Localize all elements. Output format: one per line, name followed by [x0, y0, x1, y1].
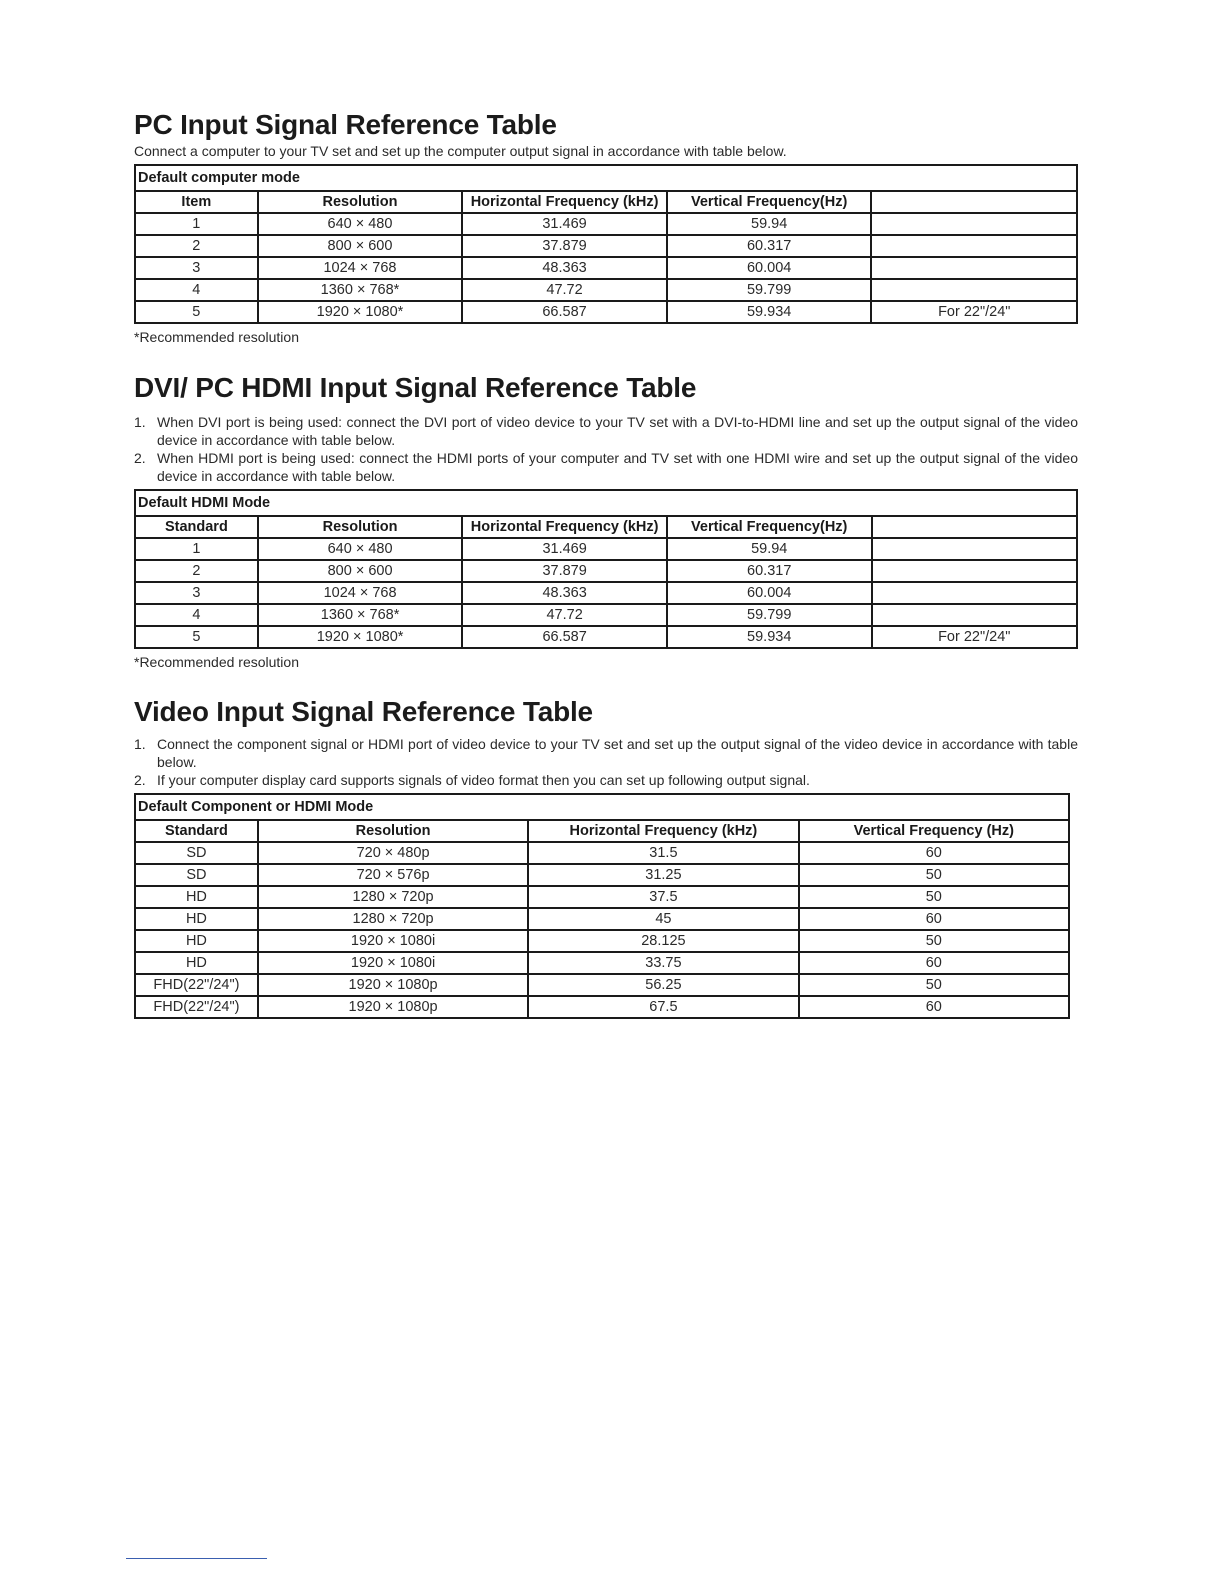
- list-item: [134, 735, 1078, 771]
- table-row: [135, 604, 1077, 626]
- table-cell: 37.879: [462, 235, 667, 257]
- list-number: 2.: [134, 772, 146, 788]
- table-cell: 59.934: [667, 626, 872, 648]
- table-cell: [871, 279, 1077, 301]
- column-header: Vertical Frequency (Hz): [799, 820, 1069, 842]
- dvi-section: [134, 371, 1078, 670]
- table-cell: 1360 × 768*: [258, 604, 463, 626]
- table-cell: 50: [799, 886, 1069, 908]
- table-row: [135, 886, 1069, 908]
- column-header: [871, 191, 1077, 213]
- table-cell: HD: [135, 952, 258, 974]
- video-section: [134, 695, 1078, 1019]
- table-caption-row: [135, 165, 1077, 191]
- table-cell: 1920 × 1080i: [258, 930, 528, 952]
- list-number: 1.: [134, 414, 146, 430]
- table-cell: 1: [135, 213, 258, 235]
- table-row: [135, 560, 1077, 582]
- table-cell: SD: [135, 842, 258, 864]
- table-cell: HD: [135, 886, 258, 908]
- table-cell: [872, 582, 1077, 604]
- column-header: Horizontal Frequency (kHz): [462, 191, 667, 213]
- table-cell: 800 × 600: [258, 560, 463, 582]
- table-cell: 60.317: [667, 560, 872, 582]
- column-header: Item: [135, 191, 258, 213]
- pc-title: PC Input Signal Reference Table: [134, 109, 557, 140]
- table-cell: 50: [799, 974, 1069, 996]
- column-header: Standard: [135, 516, 258, 538]
- table-cell: 1360 × 768*: [258, 279, 463, 301]
- table-row: [135, 301, 1077, 323]
- table-caption-row: [135, 794, 1069, 820]
- list-item: [134, 413, 1078, 449]
- table-cell: 4: [135, 604, 258, 626]
- table-cell: 48.363: [462, 257, 667, 279]
- table-cell: 60.317: [667, 235, 872, 257]
- table-cell: 1920 × 1080p: [258, 974, 528, 996]
- table-cell: FHD(22"/24"): [135, 974, 258, 996]
- table-cell: SD: [135, 864, 258, 886]
- table-cell: 1920 × 1080p: [258, 996, 528, 1018]
- table-cell: HD: [135, 908, 258, 930]
- table-cell: For 22"/24": [872, 626, 1077, 648]
- table-row: [135, 538, 1077, 560]
- table-row: [135, 996, 1069, 1018]
- column-header: Horizontal Frequency (kHz): [528, 820, 798, 842]
- pc-section: [134, 108, 1078, 345]
- table-cell: 56.25: [528, 974, 798, 996]
- table-row: [135, 930, 1069, 952]
- list-text: When DVI port is being used: connect the DVI port of video device to your TV set with a DVI-to-HDMI line and set up the output signal of the video device in accordance with table below.: [157, 414, 1078, 448]
- table-cell: 60: [799, 842, 1069, 864]
- document-page: [134, 108, 1078, 1015]
- table-cell: 37.5: [528, 886, 798, 908]
- table-cell: 4: [135, 279, 258, 301]
- column-header: Resolution: [258, 516, 463, 538]
- table-row: [135, 235, 1077, 257]
- footnote-separator: [126, 1558, 267, 1559]
- table-cell: [871, 257, 1077, 279]
- table-cell: 66.587: [462, 301, 667, 323]
- table-cell: 59.94: [667, 213, 872, 235]
- list-number: 2.: [134, 450, 146, 466]
- table-cell: 3: [135, 582, 258, 604]
- list-item: [134, 449, 1078, 485]
- table-cell: 640 × 480: [258, 213, 463, 235]
- table-cell: HD: [135, 930, 258, 952]
- table-cell: 33.75: [528, 952, 798, 974]
- dvi-note: *Recommended resolution: [134, 654, 299, 670]
- dvi-title: DVI/ PC HDMI Input Signal Reference Table: [134, 372, 697, 403]
- table-row: [135, 279, 1077, 301]
- video-table-caption: Default Component or HDMI Mode: [135, 794, 1069, 820]
- table-header-row: [135, 516, 1077, 538]
- list-text: When HDMI port is being used: connect the HDMI ports of your computer and TV set with one HDMI wire and set up the output signal of the video device in accordance with table below.: [157, 450, 1078, 484]
- table-cell: 800 × 600: [258, 235, 463, 257]
- table-cell: [872, 604, 1077, 626]
- list-item: [134, 771, 1078, 789]
- table-cell: 3: [135, 257, 258, 279]
- table-cell: 31.469: [462, 213, 667, 235]
- table-cell: [872, 560, 1077, 582]
- table-cell: 1920 × 1080*: [258, 301, 463, 323]
- table-cell: 1920 × 1080i: [258, 952, 528, 974]
- table-cell: 59.799: [667, 604, 872, 626]
- table-cell: 2: [135, 560, 258, 582]
- list-text: Connect the component signal or HDMI port of video device to your TV set and set up the output signal of the video device in accordance with table below.: [157, 736, 1078, 770]
- pc-table-caption: Default computer mode: [135, 165, 1077, 191]
- table-cell: 50: [799, 864, 1069, 886]
- table-cell: [871, 235, 1077, 257]
- table-cell: 28.125: [528, 930, 798, 952]
- table-cell: FHD(22"/24"): [135, 996, 258, 1018]
- video-title: Video Input Signal Reference Table: [134, 696, 593, 727]
- table-caption-row: [135, 490, 1077, 516]
- table-cell: 47.72: [462, 604, 667, 626]
- table-cell: 720 × 576p: [258, 864, 528, 886]
- dvi-instructions: [134, 413, 1078, 485]
- table-cell: 5: [135, 626, 258, 648]
- table-cell: 60.004: [667, 257, 872, 279]
- table-cell: 31.25: [528, 864, 798, 886]
- table-row: [135, 213, 1077, 235]
- column-header: Horizontal Frequency (kHz): [462, 516, 667, 538]
- table-cell: 50: [799, 930, 1069, 952]
- table-row: [135, 257, 1077, 279]
- column-header: [872, 516, 1077, 538]
- table-cell: 31.469: [462, 538, 667, 560]
- column-header: Standard: [135, 820, 258, 842]
- video-instructions: [134, 735, 1078, 789]
- table-cell: 59.799: [667, 279, 872, 301]
- table-row: [135, 952, 1069, 974]
- table-cell: 67.5: [528, 996, 798, 1018]
- table-header-row: [135, 820, 1069, 842]
- table-cell: 60: [799, 908, 1069, 930]
- table-cell: 60: [799, 952, 1069, 974]
- table-cell: 60: [799, 996, 1069, 1018]
- table-cell: 2: [135, 235, 258, 257]
- pc-table: [134, 164, 1078, 324]
- table-header-row: [135, 191, 1077, 213]
- table-cell: 1920 × 1080*: [258, 626, 463, 648]
- pc-intro: Connect a computer to your TV set and set up the computer output signal in accordance with table below.: [134, 143, 787, 159]
- table-cell: 1: [135, 538, 258, 560]
- list-text: If your computer display card supports signals of video format then you can set up following output signal.: [157, 772, 810, 788]
- dvi-table-caption: Default HDMI Mode: [135, 490, 1077, 516]
- column-header: Resolution: [258, 820, 528, 842]
- table-row: [135, 974, 1069, 996]
- pc-note: *Recommended resolution: [134, 329, 299, 345]
- table-cell: 66.587: [462, 626, 667, 648]
- table-cell: 1280 × 720p: [258, 886, 528, 908]
- table-row: [135, 582, 1077, 604]
- table-cell: 1024 × 768: [258, 257, 463, 279]
- table-row: [135, 908, 1069, 930]
- table-row: [135, 842, 1069, 864]
- table-cell: 31.5: [528, 842, 798, 864]
- column-header: Vertical Frequency(Hz): [667, 191, 872, 213]
- table-cell: 59.934: [667, 301, 872, 323]
- table-cell: 47.72: [462, 279, 667, 301]
- column-header: Vertical Frequency(Hz): [667, 516, 872, 538]
- table-cell: 48.363: [462, 582, 667, 604]
- table-cell: 640 × 480: [258, 538, 463, 560]
- table-cell: 59.94: [667, 538, 872, 560]
- list-number: 1.: [134, 736, 146, 752]
- dvi-table: [134, 489, 1078, 649]
- table-cell: 37.879: [462, 560, 667, 582]
- table-cell: 1024 × 768: [258, 582, 463, 604]
- table-cell: [872, 538, 1077, 560]
- video-table: [134, 793, 1070, 1019]
- table-cell: 720 × 480p: [258, 842, 528, 864]
- table-cell: 45: [528, 908, 798, 930]
- table-cell: 5: [135, 301, 258, 323]
- table-row: [135, 864, 1069, 886]
- table-row: [135, 626, 1077, 648]
- table-cell: For 22"/24": [871, 301, 1077, 323]
- table-cell: [871, 213, 1077, 235]
- table-cell: 1280 × 720p: [258, 908, 528, 930]
- table-cell: 60.004: [667, 582, 872, 604]
- column-header: Resolution: [258, 191, 463, 213]
